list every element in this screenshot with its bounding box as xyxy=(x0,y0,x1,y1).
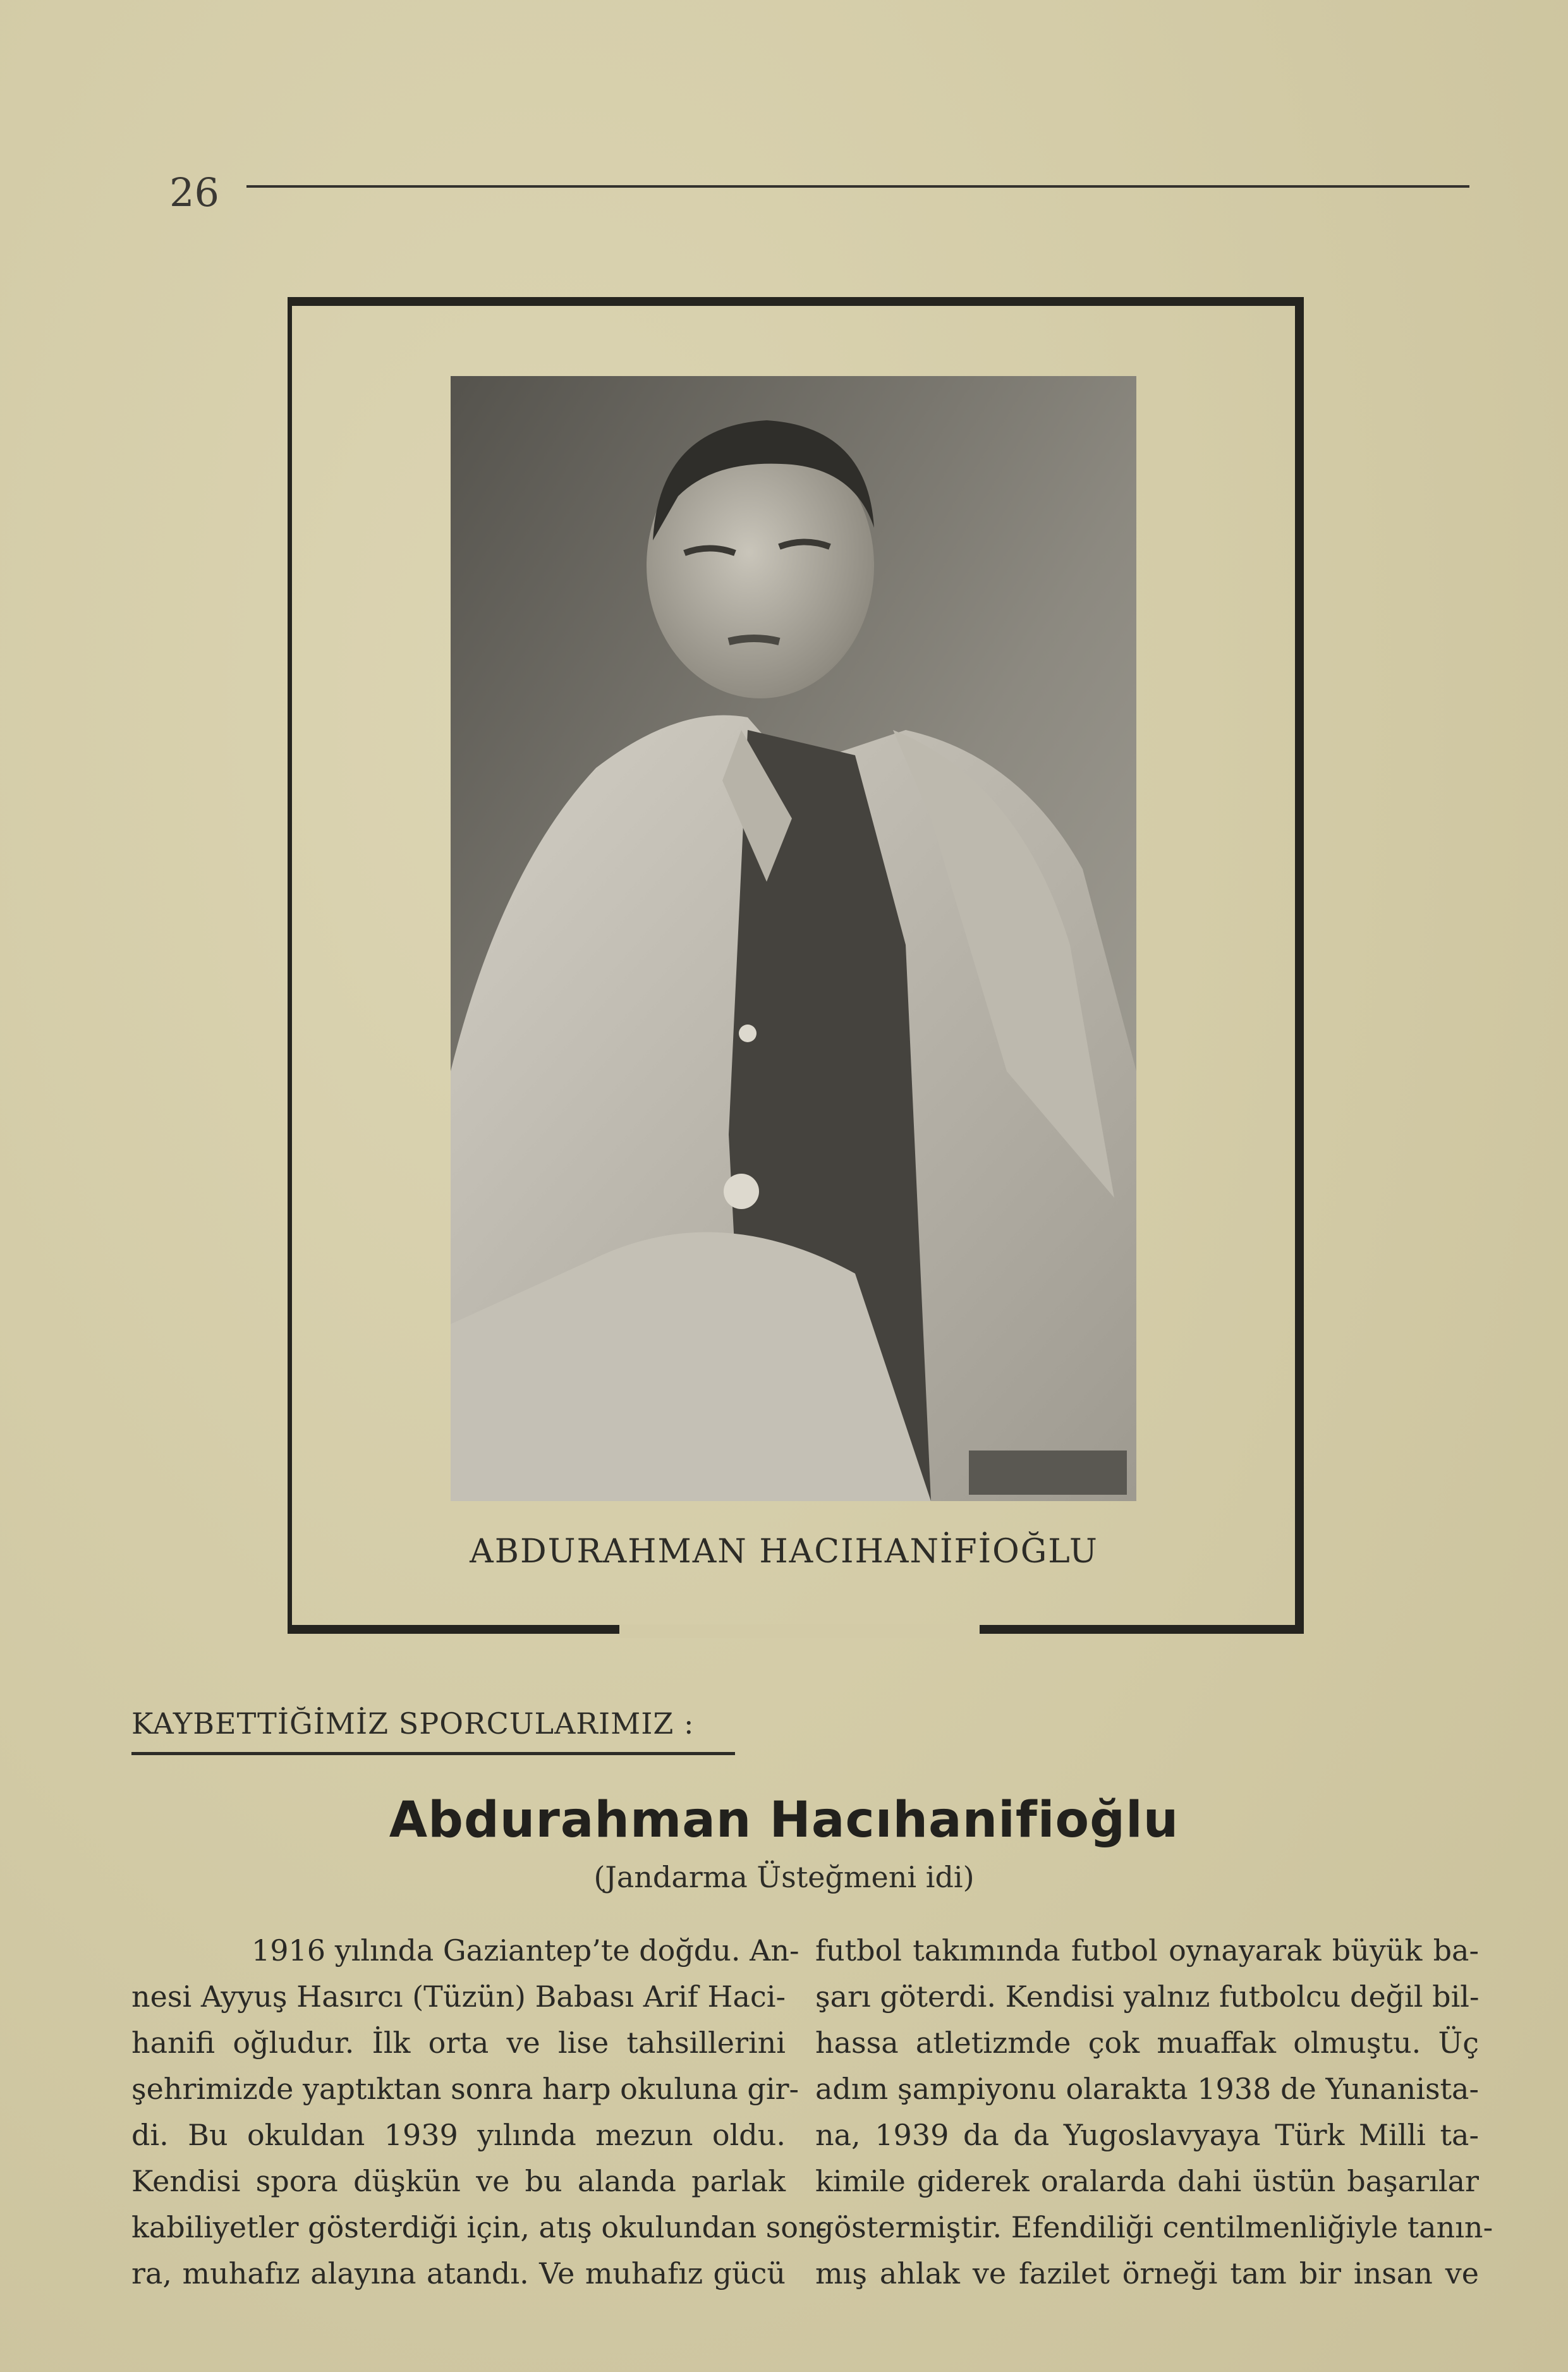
text-line: di. Bu okuldan 1939 yılında mezun oldu. xyxy=(131,2118,786,2152)
portrait-caption: ABDURAHMAN HACIHANİFİOĞLU xyxy=(470,1533,1098,1571)
text-line: mış ahlak ve fazilet örneği tam bir insan ve xyxy=(815,2256,1479,2290)
text-line: adım şampiyonu olarakta 1938 de Yunanista- xyxy=(815,2072,1479,2106)
header-rule xyxy=(246,185,1469,188)
text-line: şarı göterdi. Kendisi yalnız futbolcu değil bil- xyxy=(815,1980,1480,2014)
page-number: 26 xyxy=(169,169,219,216)
article-column-right xyxy=(815,1928,1493,2297)
section-label: KAYBETTİĞİMİZ SPORCULARIMIZ : xyxy=(131,1706,695,1741)
text-line: na, 1939 da da Yugoslavyaya Türk Milli ta- xyxy=(815,2118,1479,2152)
text-line: kabiliyetler gösterdiği için, atış okulundan son- xyxy=(131,2210,827,2244)
text-line: kimile giderek oralarda dahi üstün başarılar xyxy=(815,2164,1479,2198)
text-line: ra, muhafız alayına atandı. Ve muhafız gücü xyxy=(131,2256,786,2290)
portrait-photo-illustration xyxy=(451,376,1136,1501)
text-line: göstermiştir. Efendiliği centilmenliğiyle tanın- xyxy=(815,2210,1493,2244)
article-column-left xyxy=(131,1928,827,2297)
text-line: şehrimizde yaptıktan sonra harp okuluna gir- xyxy=(131,2072,799,2106)
text-line: Kendisi spora düşkün ve bu alanda parlak xyxy=(131,2164,786,2198)
section-underline xyxy=(131,1752,735,1755)
text-line: 1916 yılında Gaziantep’te doğdu. An- xyxy=(252,1933,799,1968)
article-title: Abdurahman Hacıhanifioğlu xyxy=(389,1792,1179,1849)
text-line: nesi Ayyuş Hasırcı (Tüzün) Babası Arif Haci- xyxy=(131,1980,786,2014)
text-line: hassa atletizmde çok muaffak olmuştu. Üç xyxy=(815,2026,1479,2060)
text-line: hanifi oğludur. İlk orta ve lise tahsillerini xyxy=(131,2026,786,2060)
article-subtitle: (Jandarma Üsteğmeni idi) xyxy=(593,1860,975,1894)
portrait-photo xyxy=(451,376,1136,1501)
frame-gap xyxy=(619,1624,980,1638)
text-line: futbol takımında futbol oynayarak büyük ba- xyxy=(815,1933,1479,1968)
